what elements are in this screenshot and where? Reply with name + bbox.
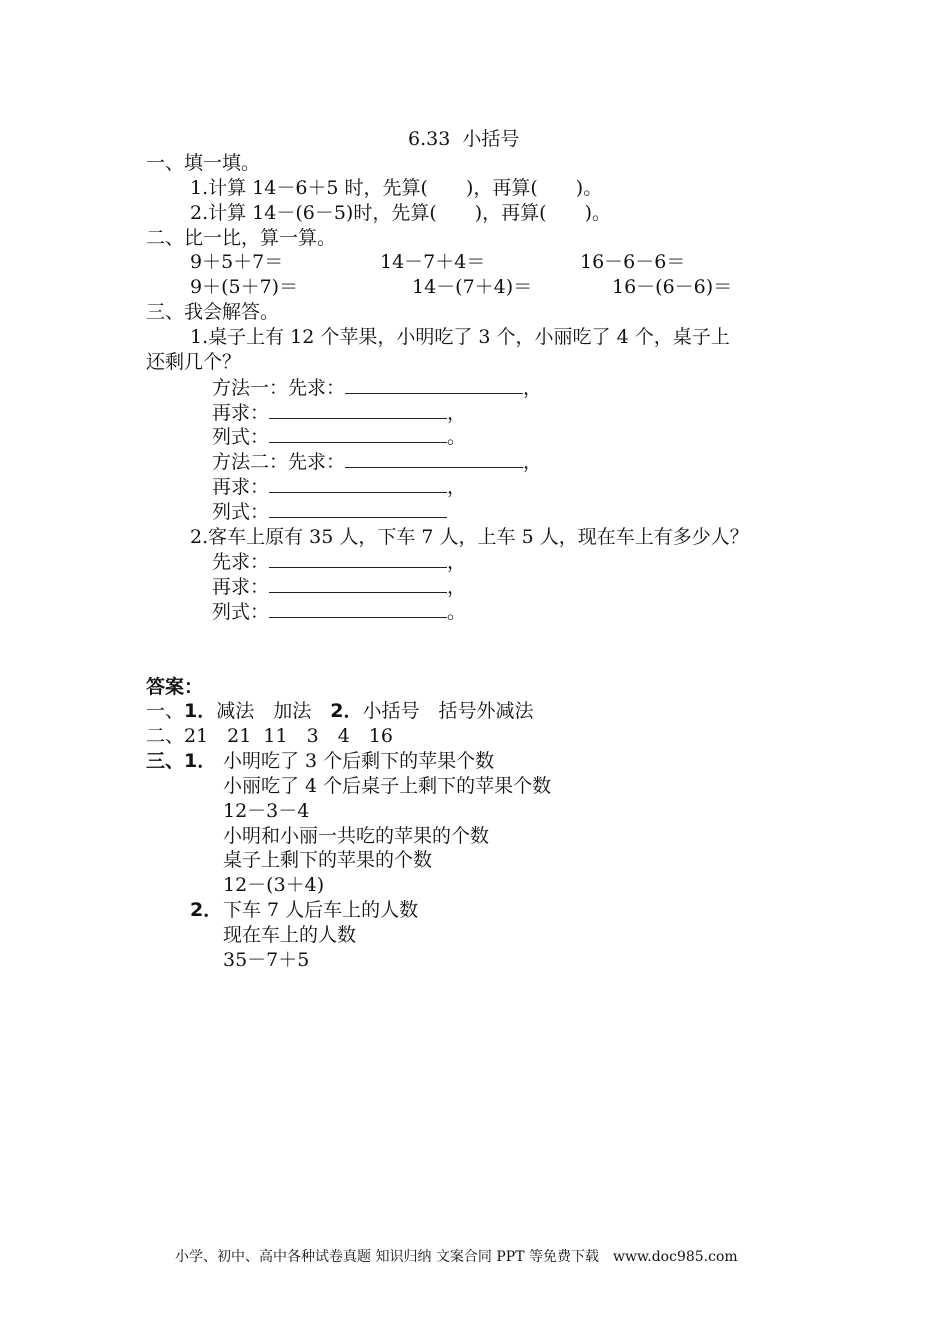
formula-label: 列式：	[212, 601, 270, 623]
answer-blank[interactable]	[345, 377, 523, 394]
method1-formula-row	[212, 425, 466, 449]
calc-2b: 14－(7＋4)＝	[412, 276, 533, 298]
answer-blank[interactable]	[269, 601, 447, 618]
answers-number: 1．	[184, 700, 217, 722]
method1-then-row	[212, 401, 466, 425]
comma: ，	[447, 551, 467, 573]
answer-text: 小明吃了 3 个后剩下的苹果个数	[223, 750, 495, 772]
answer-blank[interactable]	[269, 501, 447, 518]
method2-first-row	[212, 450, 542, 474]
answer-text: 小丽吃了 4 个后桌子上剩下的苹果个数	[223, 775, 552, 797]
method2-formula-row	[212, 500, 447, 524]
answers-text: 减法 加法	[216, 700, 331, 722]
answer-blank[interactable]	[269, 551, 447, 568]
section3-question-1-line2: 还剩几个？	[146, 351, 242, 373]
page-title: 6.33 小括号	[408, 128, 520, 150]
method2-then-row	[212, 475, 466, 499]
period: 。	[447, 601, 467, 623]
then-label: 再求：	[212, 476, 270, 498]
answers-heading: 答案：	[146, 676, 204, 698]
comma: ，	[523, 451, 543, 473]
first-label: 先求：	[212, 551, 270, 573]
answer-text: 12－(3＋4)	[223, 874, 325, 896]
answer-blank[interactable]	[345, 451, 523, 468]
then-label: 再求：	[212, 402, 270, 424]
section1-question-2: 2.计算 14－(6－5)时，先算( )，再算( )。	[190, 202, 611, 224]
q2-then-row	[212, 575, 466, 599]
method1-first-row	[212, 376, 542, 400]
period: 。	[447, 426, 467, 448]
answer-blank[interactable]	[269, 476, 447, 493]
answer-text: 35－7＋5	[223, 949, 310, 971]
section3-question-2: 2.客车上原有 35 人，下车 7 人，上车 5 人，现在车上有多少人？	[190, 526, 749, 548]
answer-blank[interactable]	[269, 576, 447, 593]
calc-3b: 16－(6－6)＝	[612, 276, 733, 298]
formula-label: 列式：	[212, 501, 270, 523]
answer-text: 12－3－4	[223, 800, 310, 822]
footer-text: 小学、初中、高中各种试卷真题 知识归纳 文案合同 PPT 等免费下载 www.doc985.com	[175, 1249, 738, 1265]
answers-text: 小括号 括号外减法	[362, 700, 534, 722]
calc-3a: 16－6－6＝	[580, 251, 686, 273]
method2-first-label: 方法二：先求：	[212, 451, 346, 473]
method1-first-label: 方法一：先求：	[212, 377, 346, 399]
comma: ，	[523, 377, 543, 399]
section1-heading: 一、填一填。	[146, 152, 261, 174]
answers-number: 2．	[330, 700, 363, 722]
q2-first-row	[212, 550, 466, 574]
comma: ，	[447, 576, 467, 598]
answer-text: 桌子上剩下的苹果的个数	[223, 849, 433, 871]
section1-question-1: 1.计算 14－6＋5 时，先算( )，再算( )。	[190, 177, 603, 199]
answers-line-1-prefix: 一、	[146, 700, 185, 722]
answers-line-1	[146, 699, 534, 723]
q2-formula-row	[212, 600, 466, 624]
comma: ，	[447, 476, 467, 498]
answer-text: 小明和小丽一共吃的苹果的个数	[223, 825, 490, 847]
formula-label: 列式：	[212, 426, 270, 448]
section3-heading: 三、我会解答。	[146, 301, 280, 323]
section3-question-1-line1: 1.桌子上有 12 个苹果，小明吃了 3 个，小丽吃了 4 个，桌子上	[190, 326, 730, 348]
answers-q2-prefix: 2．	[190, 899, 223, 921]
calc-1a: 9＋5＋7＝	[190, 251, 284, 273]
calc-1b: 9＋(5＋7)＝	[190, 276, 299, 298]
section2-heading: 二、比一比，算一算。	[146, 227, 337, 249]
answer-text: 下车 7 人后车上的人数	[223, 899, 419, 921]
comma: ，	[447, 402, 467, 424]
answer-text: 现在车上的人数	[223, 924, 357, 946]
answer-blank[interactable]	[269, 426, 447, 443]
calc-2a: 14－7＋4＝	[380, 251, 486, 273]
answers-line-3-prefix: 三、1．	[146, 750, 217, 772]
answer-blank[interactable]	[269, 402, 447, 419]
answers-line-2: 二、21 21 11 3 4 16	[146, 725, 393, 747]
then-label: 再求：	[212, 576, 270, 598]
